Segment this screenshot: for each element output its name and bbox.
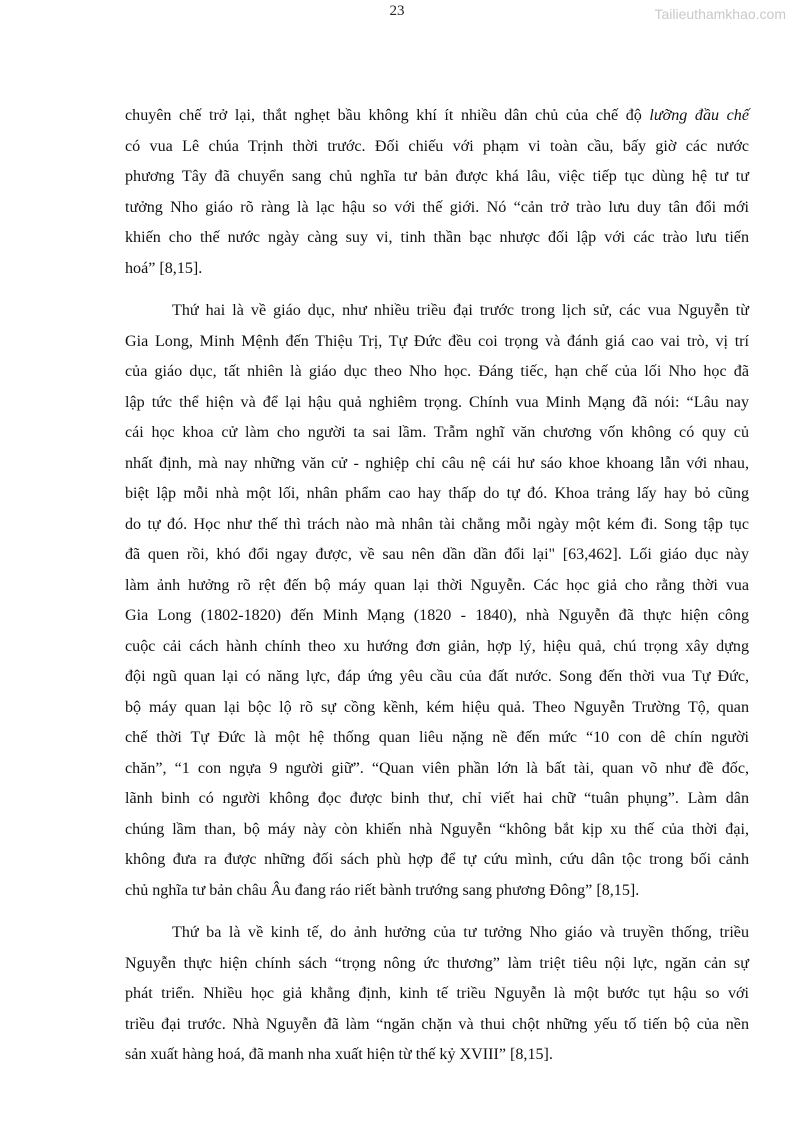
text-line: khiến cho thế nước ngày càng suy vi, tinh thần bạc nhược đối lập với các trào lưu tiến	[125, 229, 749, 246]
text-line: Gia Long, Minh Mệnh đến Thiệu Trị, Tự Đức đều coi trọng và đánh giá cao vai trò, vị trí	[125, 332, 749, 350]
text-line: triều đại trước. Nhà Nguyễn đã làm “ngăn chặn và thui chột những yếu tố tiến bộ của nền	[125, 1015, 749, 1033]
watermark: Tailieuthamkhao.com	[654, 6, 786, 22]
text-line: Gia Long (1802-1820) đến Minh Mạng (1820 - 1840), nhà Nguyễn đã thực hiện công	[125, 607, 749, 624]
text-line: đội ngũ quan lại có năng lực, đáp ứng yêu cầu của đất nước. Song đến thời vua Tự Đức,	[125, 668, 749, 685]
text-line: làm ảnh hưởng rõ rệt đến bộ máy quan lại thời Nguyễn. Các học giả cho rằng thời vua	[125, 576, 749, 594]
text-line: nhất định, mà nay những văn cử - nghiệp chỉ câu nệ cái hư sáo khoe khoang lẫn với nhau,	[125, 454, 749, 472]
text-line: cái học khoa cử làm cho người ta sai lầm. Trẫm nghĩ văn chương vốn không có quy củ	[125, 424, 749, 441]
text-line: tưởng Nho giáo rõ ràng là lạc hậu so với thế giới. Nó “cản trở trào lưu duy tân đổi mới	[125, 198, 749, 216]
text-line: do tự đó. Học như thế thì trách nào mà nhân tài chẳng mỗi ngày một kém đi. Song tập tục	[125, 515, 749, 533]
text-line: lãnh binh có người không đọc được binh thư, chỉ viết hai chữ “tuân phụng”. Làm dân	[125, 790, 749, 807]
text-line: chúng lầm than, bộ máy này còn khiến nhà Nguyễn “không bắt kịp xu thế của thời đại,	[125, 820, 749, 838]
text-line: phát triển. Nhiều học giả khẳng định, kinh tế triều Nguyễn là một bước tụt hậu so với	[125, 985, 749, 1002]
text-line: đã quen rồi, khó đổi ngay được, về sau nên dần dần đổi lại" [63,462]. Lối giáo dục này	[125, 546, 749, 563]
text-line: Thứ hai là về giáo dục, như nhiều triều đại trước trong lịch sử, các vua Nguyễn từ	[172, 302, 749, 319]
text-line: chủ nghĩa tư bản châu Âu đang ráo riết bành trướng sang phương Đông” [8,15].	[125, 881, 640, 899]
document-body	[125, 101, 749, 1083]
text-line: sản xuất hàng hoá, đã manh nha xuất hiện từ thế kỷ XVIII” [8,15].	[125, 1046, 553, 1063]
text-line: chế thời Tự Đức là một hệ thống quan liêu nặng nề đến mức “10 con dê chín người	[125, 729, 749, 746]
text-line: biệt lập mỗi nhà một lối, nhân phẩm cao hay thấp do tự đó. Khoa trảng lấy hay bỏ cũng	[125, 485, 749, 502]
italic-term: lưỡng đầu chế	[649, 107, 749, 124]
text-line: Nguyễn thực hiện chính sách “trọng nông ức thương” làm triệt tiêu nội lực, ngăn cản sự	[125, 954, 749, 972]
text-line: của giáo dục, tất nhiên là giáo dục theo Nho học. Đáng tiếc, hạn chế của lối Nho học đã	[125, 363, 749, 380]
text-line: Thứ ba là về kinh tế, do ảnh hưởng của tư tưởng Nho giáo và truyền thống, triều	[172, 924, 749, 941]
text-line: hoá” [8,15].	[125, 259, 203, 277]
text-line: phương Tây đã chuyển sang chủ nghĩa tư bản được khá lâu, việc tiếp tục dùng hệ tư tư	[125, 168, 749, 185]
text-line: bộ máy quan lại bộc lộ rõ sự cồng kềnh, kém hiệu quả. Theo Nguyễn Trường Tộ, quan	[125, 698, 749, 716]
paragraph-1	[125, 101, 749, 284]
text-line: chuyên chế trở lại, thắt nghẹt bầu không khí ít nhiều dân chủ của chế độ lưỡng đầu chế	[125, 107, 749, 124]
text-line: lập tức thể hiện và để lại hậu quả nghiêm trọng. Chính vua Minh Mạng đã nói: “Lâu nay	[125, 393, 749, 411]
text-line: chăn”, “1 con ngựa 9 người giữ”. “Quan viên phần lớn là bất tài, quan võ như đề đốc,	[125, 759, 749, 777]
paragraph-2	[125, 296, 749, 906]
text-line: cuộc cải cách hành chính theo xu hướng đơn giản, hợp lý, hiệu quả, chú trọng xây dựng	[125, 637, 749, 655]
text-line: không đưa ra được những đối sách phù hợp để tự cứu mình, cứu dân tộc trong bối cảnh	[125, 851, 749, 868]
page-number: 23	[389, 3, 405, 19]
text-line: có vua Lê chúa Trịnh thời trước. Đối chiếu với phạm vi toàn cầu, bấy giờ các nước	[125, 137, 749, 155]
paragraph-3	[125, 918, 749, 1071]
